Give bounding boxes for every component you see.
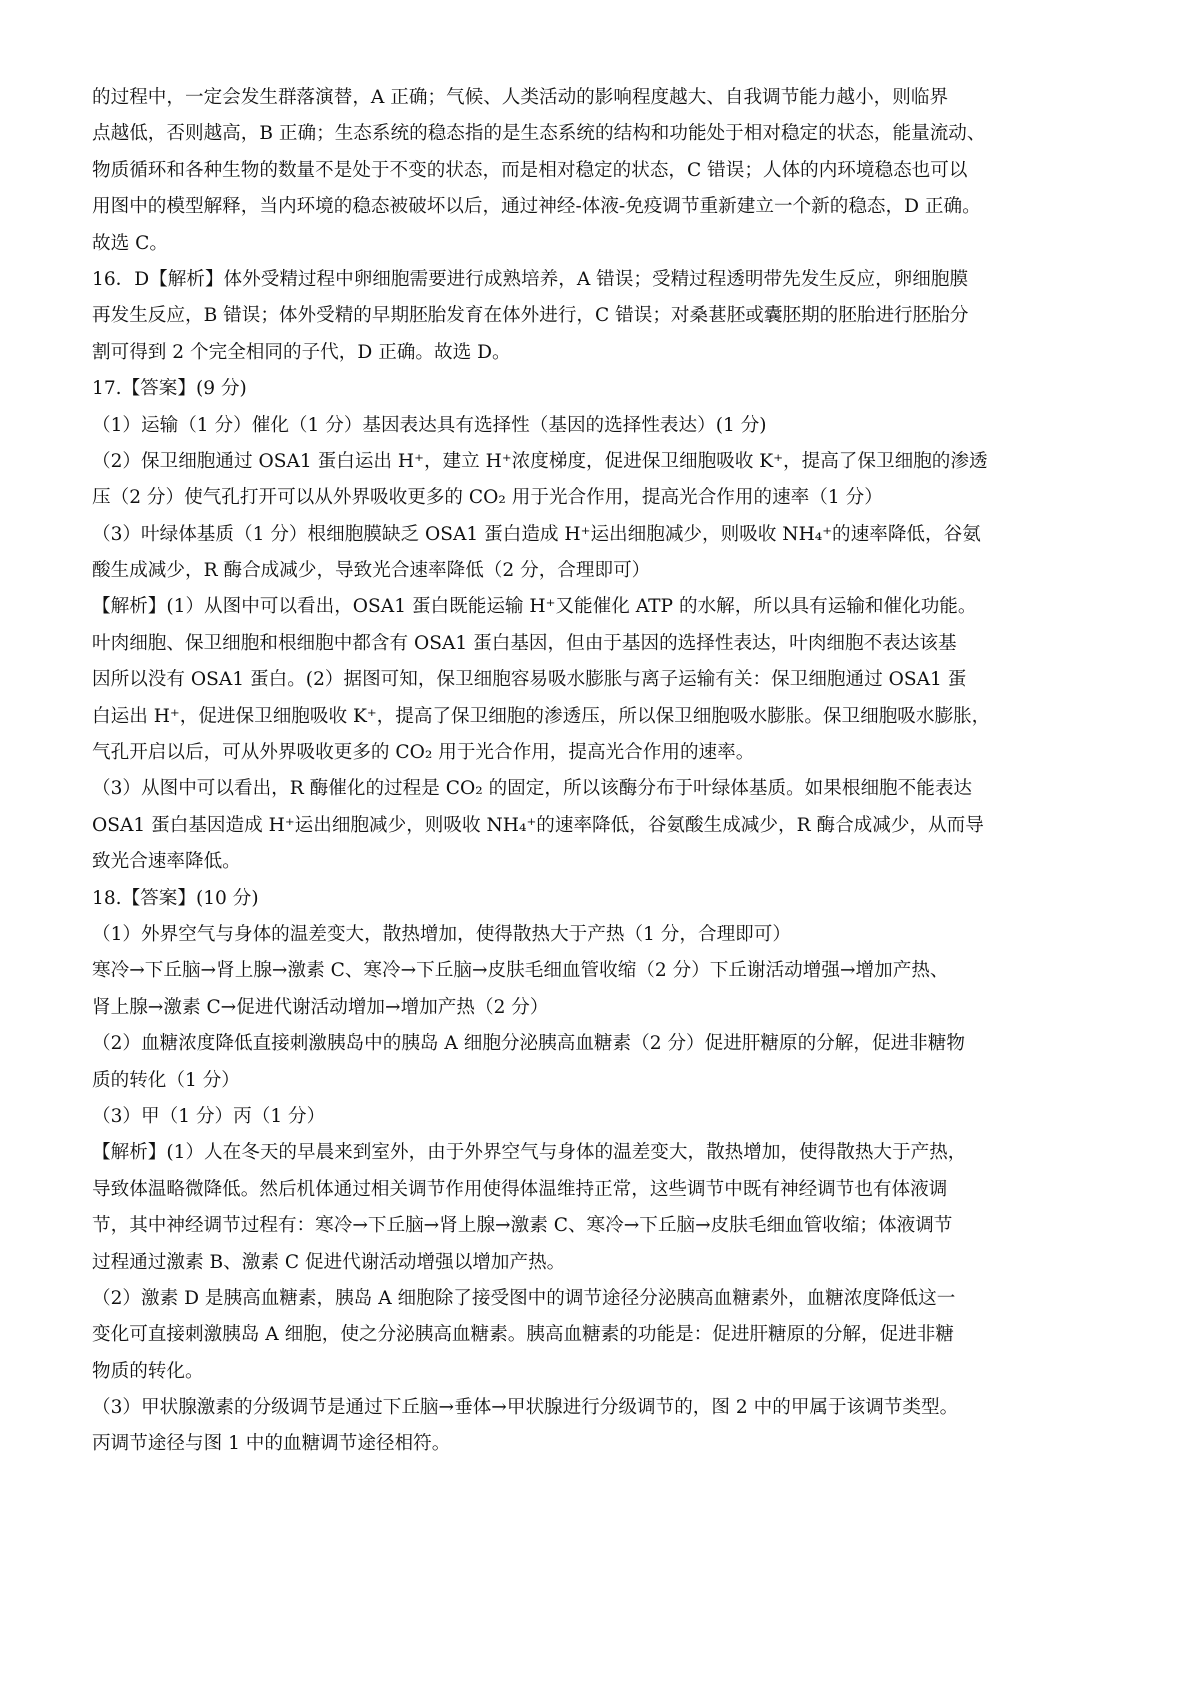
- text-line: 割可得到 2 个完全相同的子代，D 正确。故选 D。: [92, 341, 511, 363]
- text-line: （3）甲（1 分）丙（1 分）: [92, 1105, 326, 1127]
- text-line: （3）甲状腺激素的分级调节是通过下丘脑→垂体→甲状腺进行分级调节的，图 2 中的甲属于该调节类型。: [92, 1397, 959, 1419]
- text-line: 丙调节途径与图 1 中的血糖调节途径相符。: [92, 1433, 451, 1455]
- text-line: （1）运输（1 分）催化（1 分）基因表达具有选择性（基因的选择性表达）(1 分): [92, 414, 767, 436]
- analysis-17-line: 【解析】(1）从图中可以看出，OSA1 蛋白既能运输 H⁺又能催化 ATP 的水解，所以具有运输和催化功能。: [92, 596, 977, 618]
- text-line: （3）从图中可以看出，R 酶催化的过程是 CO₂ 的固定，所以该酶分布于叶绿体基质。如果根细胞不能表达: [92, 778, 973, 800]
- text-line: 寒冷→下丘脑→肾上腺→激素 C、寒冷→下丘脑→皮肤毛细血管收缩（2 分）下丘谢活动增强→增加产热、: [92, 960, 949, 982]
- text-line: 故选 C。: [92, 232, 168, 254]
- text-line: （2）血糖浓度降低直接刺激胰岛中的胰岛 A 细胞分泌胰高血糖素（2 分）促进肝糖原的分解，促进非糖物: [92, 1033, 965, 1055]
- text-line: 致光合速率降低。: [92, 851, 241, 873]
- text-line: 物质的转化。: [92, 1360, 204, 1382]
- analysis-18-line: 【解析】(1）人在冬天的早晨来到室外，由于外界空气与身体的温差变大，散热增加，使得散热大于产热，: [92, 1142, 967, 1164]
- text-line: 叶肉细胞、保卫细胞和根细胞中都含有 OSA1 蛋白基因，但由于基因的选择性表达，叶肉细胞不表达该基: [92, 632, 957, 654]
- text-line: 物质循环和各种生物的数量不是处于不变的状态，而是相对稳定的状态，C 错误；人体的内环境稳态也可以: [92, 159, 968, 181]
- question-16-line: 16．D【解析】体外受精过程中卵细胞需要进行成熟培养，A 错误；受精过程透明带先发生反应，卵细胞膜: [92, 268, 969, 290]
- text-line: 压（2 分）使气孔打开可以从外界吸收更多的 CO₂ 用于光合作用，提高光合作用的速率（1 分）: [92, 487, 883, 509]
- text-line: 节，其中神经调节过程有：寒冷→下丘脑→肾上腺→激素 C、寒冷→下丘脑→皮肤毛细血管收缩；体液调节: [92, 1215, 953, 1237]
- text-line: 再发生反应，B 错误；体外受精的早期胚胎发育在体外进行，C 错误；对桑葚胚或囊胚期的胚胎进行胚胎分: [92, 305, 969, 327]
- text-line: 导致体温略微降低。然后机体通过相关调节作用使得体温维持正常，这些调节中既有神经调节也有体液调: [92, 1178, 948, 1200]
- text-line: 用图中的模型解释，当内环境的稳态被破坏以后，通过神经-体液-免疫调节重新建立一个新的稳态，D 正确。: [92, 196, 981, 218]
- text-line: 的过程中，一定会发生群落演替，A 正确；气候、人类活动的影响程度越大、自我调节能力越小，则临界: [92, 87, 949, 108]
- text-line: 白运出 H⁺，促进保卫细胞吸收 K⁺，提高了保卫细胞的渗透压，所以保卫细胞吸水膨胀。保卫细胞吸水膨胀，: [92, 705, 991, 727]
- text-line: （2）保卫细胞通过 OSA1 蛋白运出 H⁺，建立 H⁺浓度梯度，促进保卫细胞吸收 K⁺，提高了保卫细胞的渗透: [92, 450, 988, 472]
- text-line: OSA1 蛋白基因造成 H⁺运出细胞减少，则吸收 NH₄⁺的速率降低，谷氨酸生成减少，R 酶合成减少，从而导: [92, 814, 984, 836]
- text-line: 过程通过激素 B、激素 C 促进代谢活动增强以增加产热。: [92, 1251, 566, 1273]
- question-18-heading: 18.【答案】(10 分): [92, 887, 259, 909]
- text-line: 点越低，否则越高，B 正确；生态系统的稳态指的是生态系统的结构和功能处于相对稳定的状态，能量流动、: [92, 123, 986, 145]
- text-line: 因所以没有 OSA1 蛋白。(2）据图可知，保卫细胞容易吸水膨胀与离子运输有关：保卫细胞通过 OSA1 蛋: [92, 669, 967, 691]
- question-17-heading: 17.【答案】(9 分): [92, 378, 247, 400]
- text-line: 气孔开启以后，可从外界吸收更多的 CO₂ 用于光合作用，提高光合作用的速率。: [92, 742, 755, 764]
- text-line: 质的转化（1 分）: [92, 1069, 240, 1091]
- text-line: 肾上腺→激素 C→促进代谢活动增加→增加产热（2 分）: [92, 996, 549, 1018]
- text-line: （3）叶绿体基质（1 分）根细胞膜缺乏 OSA1 蛋白造成 H⁺运出细胞减少，则吸收 NH₄⁺的速率降低，谷氨: [92, 523, 981, 545]
- text-line: 酸生成减少，R 酶合成减少，导致光合速率降低（2 分，合理即可）: [92, 560, 651, 582]
- text-line: 变化可直接刺激胰岛 A 细胞，使之分泌胰高血糖素。胰高血糖素的功能是：促进肝糖原的分解，促进非糖: [92, 1324, 954, 1346]
- text-line: （2）激素 D 是胰高血糖素，胰岛 A 细胞除了接受图中的调节途径分泌胰高血糖素外，血糖浓度降低这一: [92, 1287, 956, 1309]
- text-line: （1）外界空气与身体的温差变大，散热增加，使得散热大于产热（1 分，合理即可）: [92, 923, 791, 945]
